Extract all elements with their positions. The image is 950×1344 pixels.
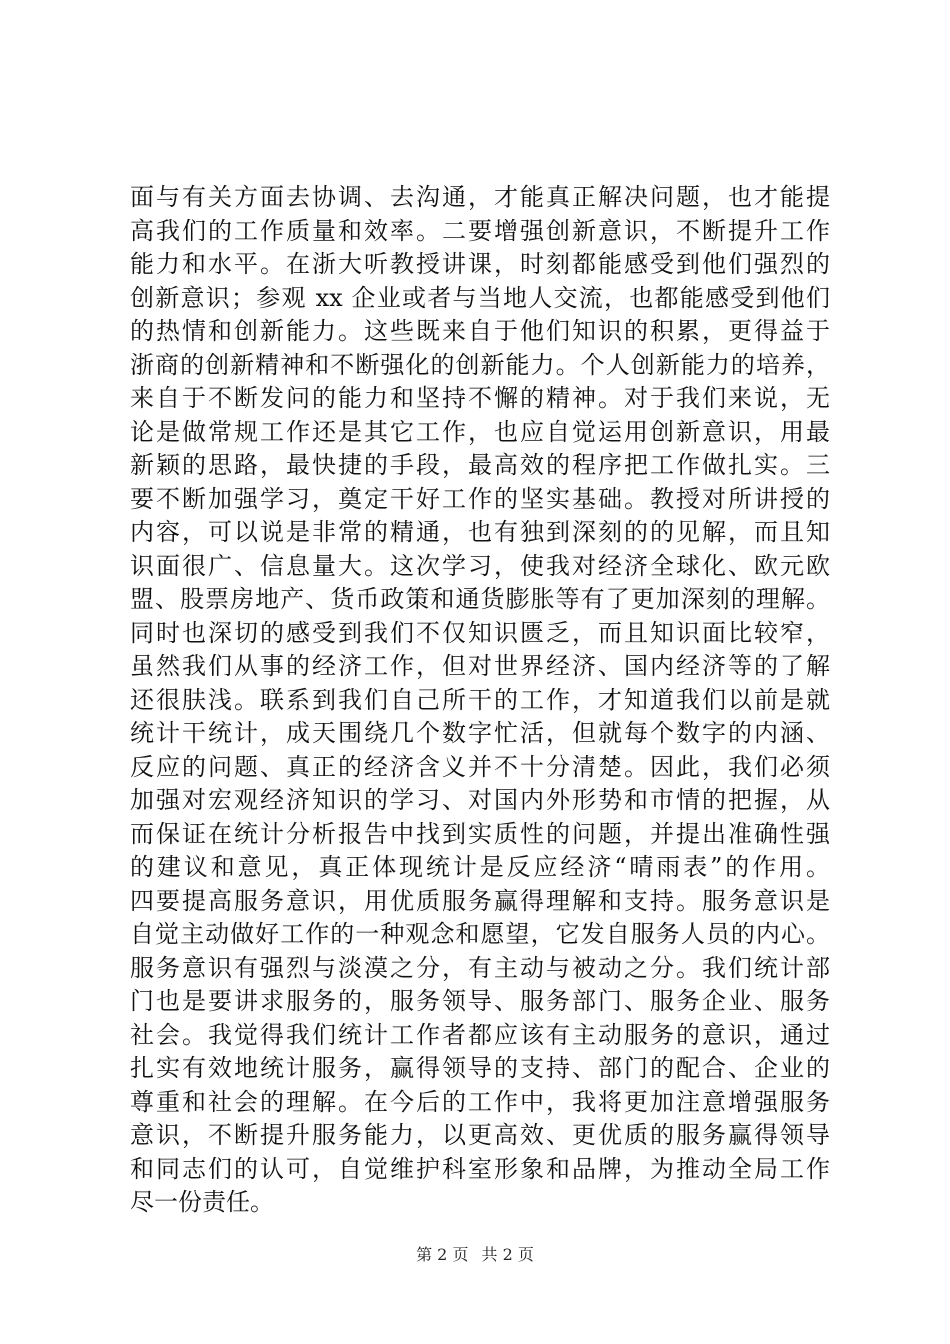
text-line: 的热情和创新能力。这些既来自于他们知识的积累，更得益于 [130, 317, 830, 345]
text-line: 能力和水平。在浙大听教授讲课，时刻都能感受到他们强烈的 [130, 250, 830, 278]
text-line: 意识，不断提升服务能力，以更高效、更优质的服务赢得领导 [130, 1121, 830, 1149]
page-footer [0, 1242, 950, 1265]
text-line: 自觉主动做好工作的一种观念和愿望，它发自服务人员的内心。 [130, 920, 830, 948]
text-line: 浙商的创新精神和不断强化的创新能力。个人创新能力的培养， [130, 350, 830, 379]
text-line: 社会。我觉得我们统计工作者都应该有主动服务的意识，通过 [130, 1020, 830, 1049]
text-line: 尊重和社会的理解。在今后的工作中，我将更加注意增强服务 [130, 1087, 830, 1116]
text-line: 尽一份责任。 [130, 1188, 274, 1216]
text-line: 创新意识；参观 xx 企业或者与当地人交流，也都能感受到他们 [130, 283, 830, 312]
text-line: 论是做常规工作还是其它工作，也应自觉运用创新意识，用最 [130, 417, 830, 446]
text-line: 门也是要讲求服务的，服务领导、服务部门、服务企业、服务 [130, 987, 830, 1015]
text-line: 加强对宏观经济知识的学习、对国内外形势和市情的把握，从 [130, 786, 830, 814]
text-line: 识面很广、信息量大。这次学习，使我对经济全球化、欧元欧 [130, 551, 830, 580]
text-line: 要不断加强学习，奠定干好工作的坚实基础。教授对所讲授的 [130, 484, 830, 513]
text-line: 面与有关方面去协调、去沟通，才能真正解决问题，也才能提 [130, 183, 830, 211]
text-line: 而保证在统计分析报告中找到实质性的问题，并提出准确性强 [130, 819, 830, 848]
text-line: 和同志们的认可，自觉维护科室形象和品牌，为推动全局工作 [130, 1154, 830, 1183]
text-line: 虽然我们从事的经济工作，但对世界经济、国内经济等的了解 [130, 652, 830, 680]
text-line: 内容，可以说是非常的精通，也有独到深刻的的见解，而且知 [130, 518, 830, 546]
text-line: 来自于不断发问的能力和坚持不懈的精神。对于我们来说，无 [130, 384, 830, 412]
page-number-current: 第 2 页 [416, 1245, 469, 1264]
body-paragraph [130, 181, 830, 1220]
text-line: 的建议和意见，真正体现统计是反应经济“晴雨表”的作用。 [130, 853, 830, 881]
text-line: 高我们的工作质量和效率。二要增强创新意识，不断提升工作 [130, 216, 830, 245]
text-line: 盟、股票房地产、货币政策和通货膨胀等有了更加深刻的理解。 [130, 585, 830, 613]
text-line: 还很肤浅。联系到我们自己所干的工作，才知道我们以前是就 [130, 685, 830, 714]
text-line: 统计干统计，成天围绕几个数字忙活，但就每个数字的内涵、 [130, 719, 830, 747]
text-line: 四要提高服务意识，用优质服务赢得理解和支持。服务意识是 [130, 886, 830, 915]
page-number-total: 共 2 页 [481, 1245, 534, 1264]
text-line: 反应的问题、真正的经济含义并不十分清楚。因此，我们必须 [130, 752, 830, 781]
text-line: 同时也深切的感受到我们不仅知识匮乏，而且知识面比较窄， [130, 618, 830, 647]
text-line: 新颖的思路，最快捷的手段，最高效的程序把工作做扎实。三 [130, 451, 830, 479]
text-line: 服务意识有强烈与淡漠之分，有主动与被动之分。我们统计部 [130, 953, 830, 982]
text-line: 扎实有效地统计服务，赢得领导的支持、部门的配合、企业的 [130, 1054, 830, 1082]
